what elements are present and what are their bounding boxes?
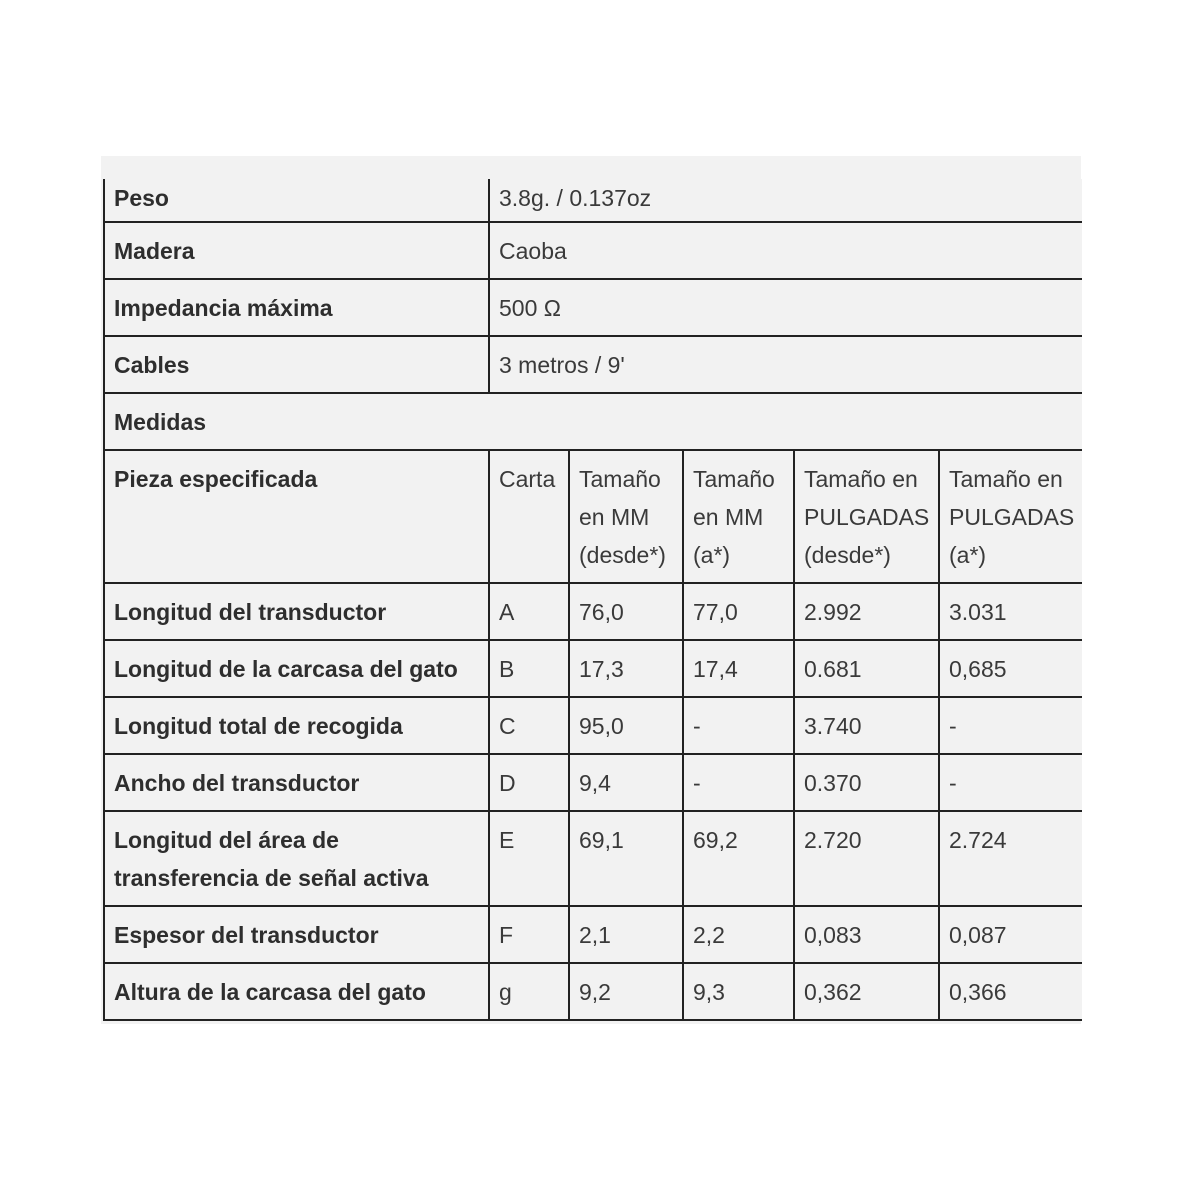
letter: F: [489, 906, 569, 963]
in-to: 3.031: [939, 583, 1082, 640]
measures-label: Medidas: [104, 393, 1082, 450]
in-from: 2.720: [794, 811, 939, 906]
mm-from: 2,1: [569, 906, 683, 963]
table-row: [104, 754, 1082, 811]
table-header-row: [104, 450, 1082, 583]
part-name: Espesor del transductor: [104, 906, 489, 963]
table-row: [104, 583, 1082, 640]
table-row: [104, 811, 1082, 906]
table-row: [104, 906, 1082, 963]
part-name: Longitud de la carcasa del gato: [104, 640, 489, 697]
part-name: Altura de la carcasa del gato: [104, 963, 489, 1020]
spec-label: Impedancia máxima: [104, 279, 489, 336]
mm-to: -: [683, 697, 794, 754]
part-name: Longitud del área de transferencia de señal activa: [104, 811, 489, 906]
table-row: [104, 963, 1082, 1020]
in-from: 2.992: [794, 583, 939, 640]
letter: g: [489, 963, 569, 1020]
spec-value: 3 metros / 9': [489, 336, 1082, 393]
mm-to: 77,0: [683, 583, 794, 640]
in-from: 0,362: [794, 963, 939, 1020]
mm-to: 9,3: [683, 963, 794, 1020]
spec-label: Peso: [104, 179, 489, 222]
letter: B: [489, 640, 569, 697]
in-to: 0,685: [939, 640, 1082, 697]
spec-table: [103, 179, 1082, 1021]
table-row: [104, 697, 1082, 754]
in-to: -: [939, 754, 1082, 811]
in-from: 0,083: [794, 906, 939, 963]
spec-row-cables: [104, 336, 1082, 393]
in-from: 3.740: [794, 697, 939, 754]
mm-to: 69,2: [683, 811, 794, 906]
spec-value: 500 Ω: [489, 279, 1082, 336]
header-mm-to: Tamaño en MM (a*): [683, 450, 794, 583]
in-from: 0.370: [794, 754, 939, 811]
mm-from: 9,2: [569, 963, 683, 1020]
spec-value: 3.8g. / 0.137oz: [489, 179, 1082, 222]
letter: C: [489, 697, 569, 754]
in-to: -: [939, 697, 1082, 754]
mm-from: 95,0: [569, 697, 683, 754]
spec-row-weight: [104, 179, 1082, 222]
spec-label: Madera: [104, 222, 489, 279]
spec-row-wood: [104, 222, 1082, 279]
mm-from: 9,4: [569, 754, 683, 811]
spec-label: Cables: [104, 336, 489, 393]
in-to: 0,366: [939, 963, 1082, 1020]
mm-to: -: [683, 754, 794, 811]
in-to: 2.724: [939, 811, 1082, 906]
header-in-to: Tamaño en PULGADAS (a*): [939, 450, 1082, 583]
part-name: Longitud total de recogida: [104, 697, 489, 754]
mm-to: 17,4: [683, 640, 794, 697]
header-in-from: Tamaño en PULGADAS (desde*): [794, 450, 939, 583]
letter: E: [489, 811, 569, 906]
letter: A: [489, 583, 569, 640]
in-to: 0,087: [939, 906, 1082, 963]
part-name: Longitud del transductor: [104, 583, 489, 640]
measures-row: [104, 393, 1082, 450]
header-mm-from: Tamaño en MM (desde*): [569, 450, 683, 583]
mm-from: 76,0: [569, 583, 683, 640]
part-name: Ancho del transductor: [104, 754, 489, 811]
header-letter: Carta: [489, 450, 569, 583]
in-from: 0.681: [794, 640, 939, 697]
letter: D: [489, 754, 569, 811]
header-part: Pieza especificada: [104, 450, 489, 583]
mm-to: 2,2: [683, 906, 794, 963]
spec-row-impedance: [104, 279, 1082, 336]
spec-value: Caoba: [489, 222, 1082, 279]
mm-from: 69,1: [569, 811, 683, 906]
mm-from: 17,3: [569, 640, 683, 697]
table-row: [104, 640, 1082, 697]
